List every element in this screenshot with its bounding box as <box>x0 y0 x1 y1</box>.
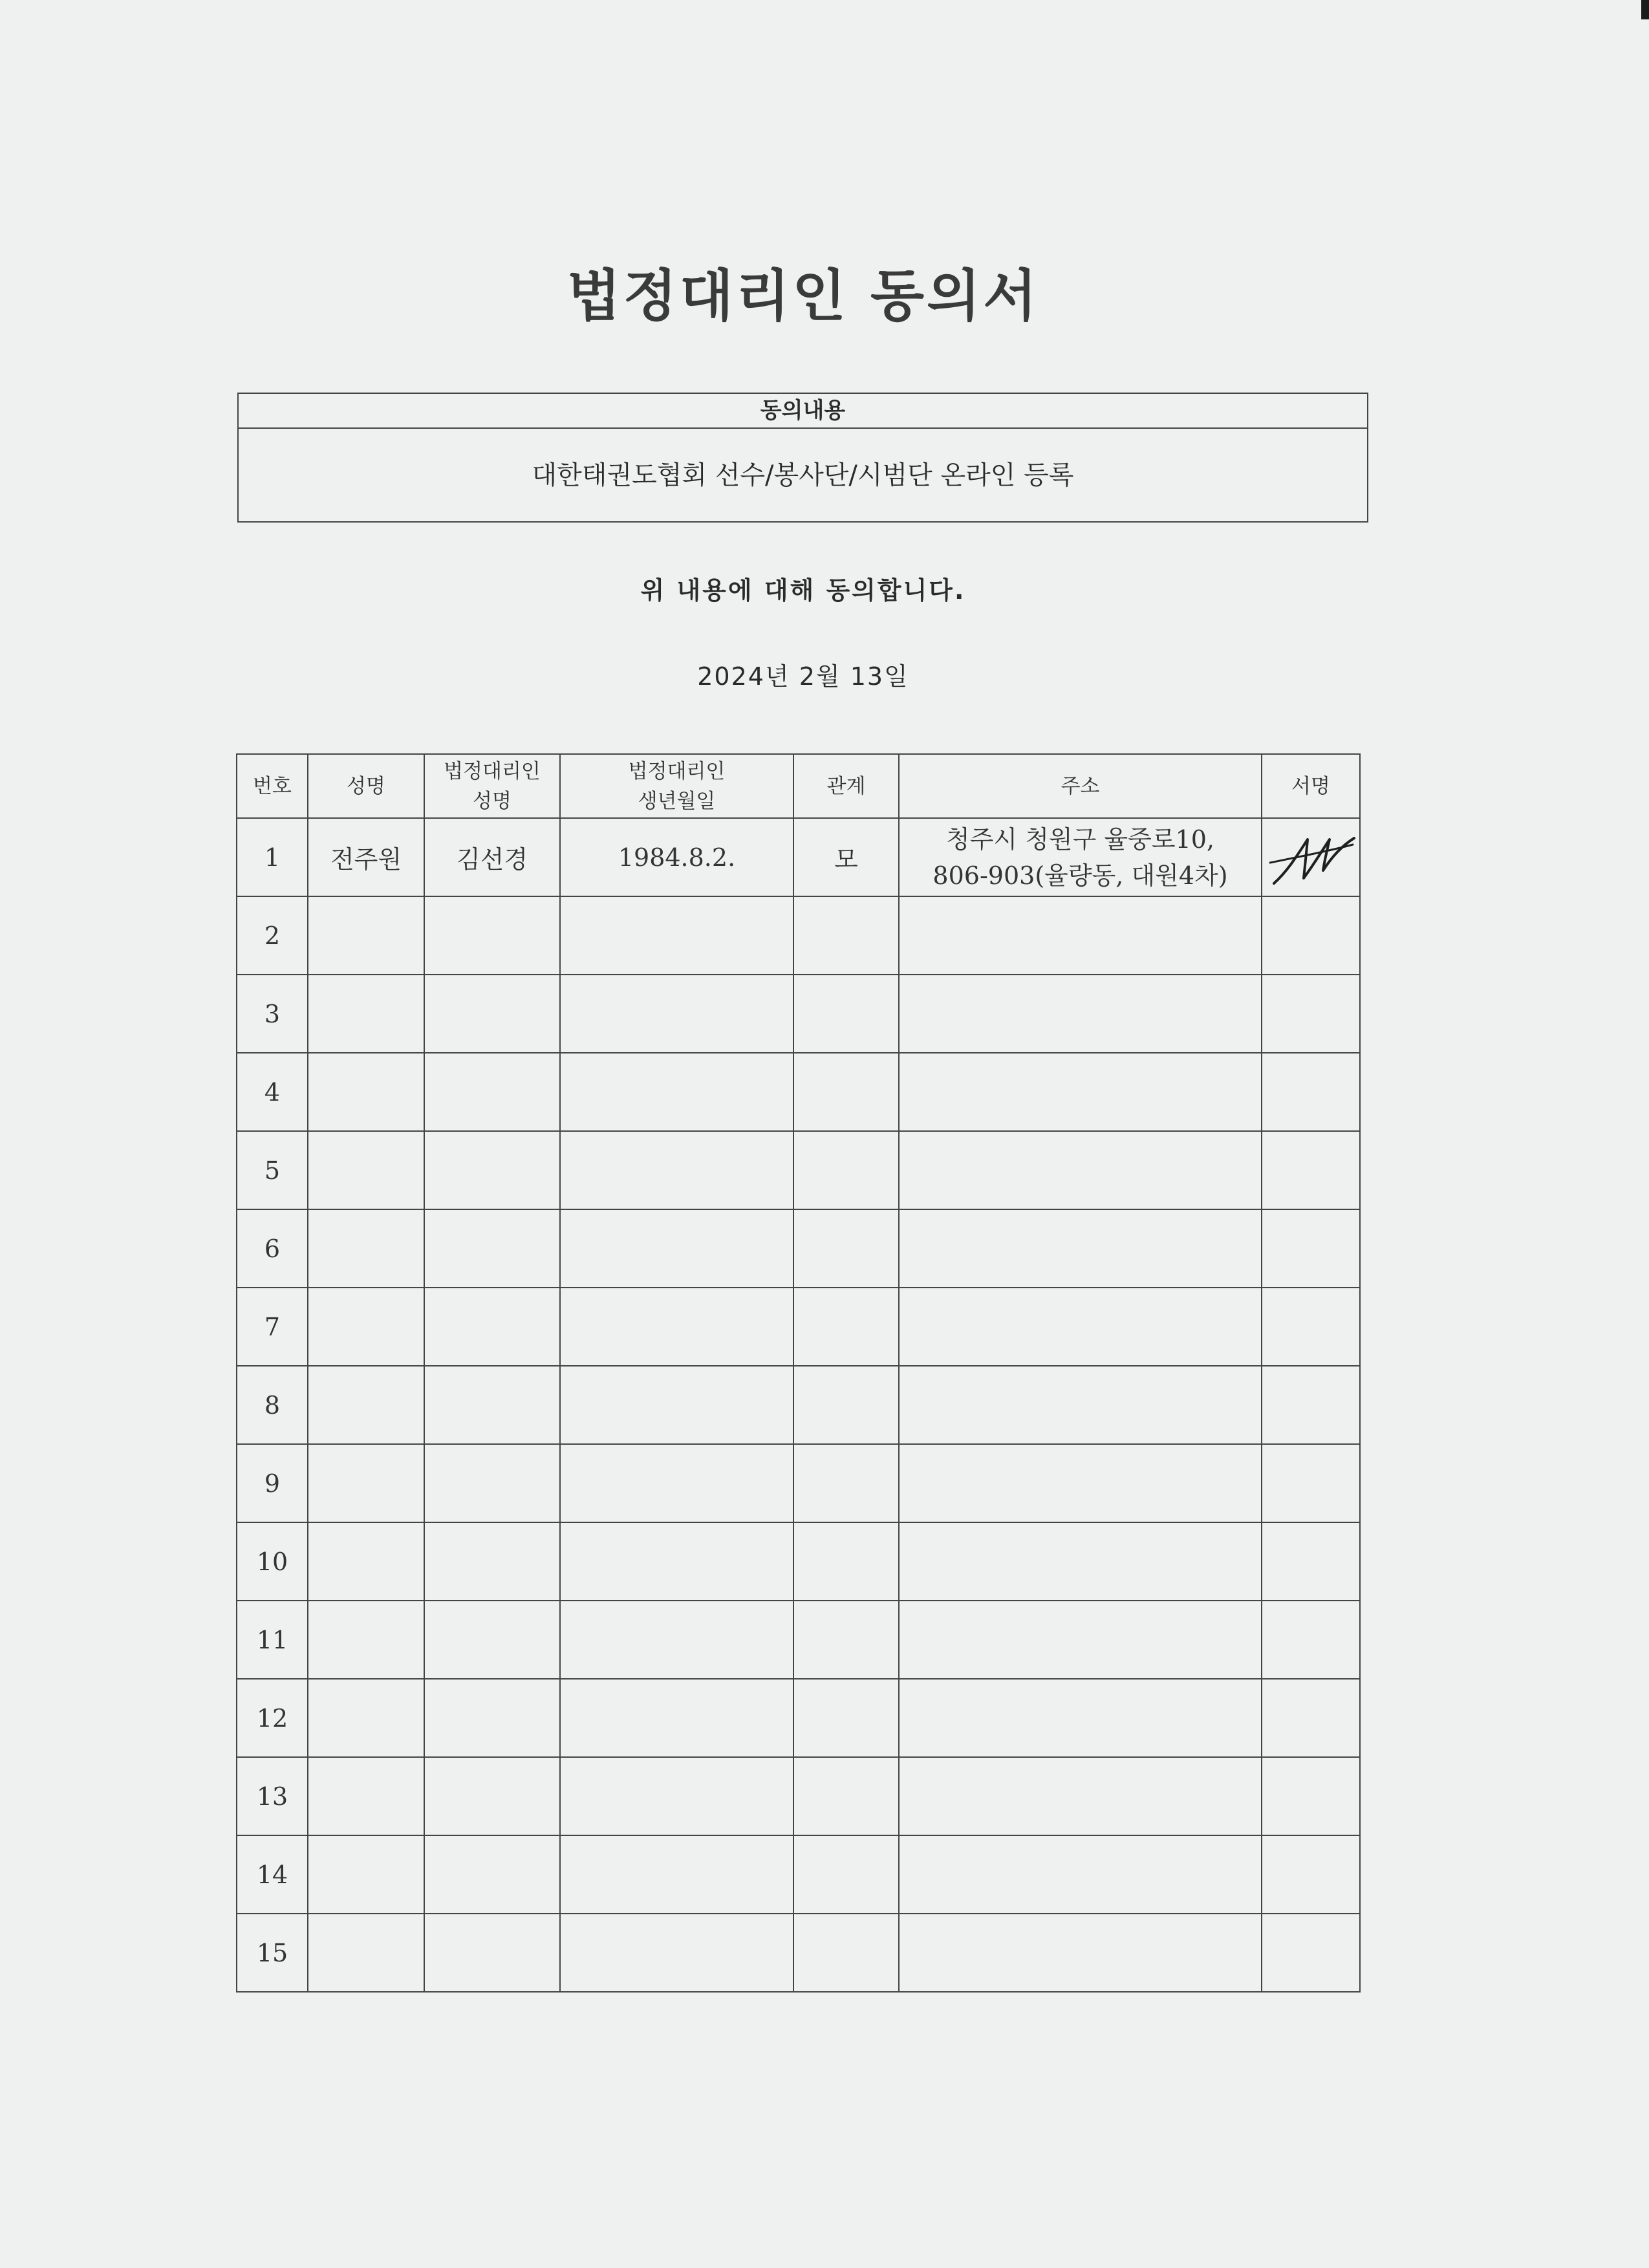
table-row <box>237 1053 1360 1131</box>
header-guardian-birth <box>560 754 793 818</box>
empty-cell <box>1262 1288 1360 1366</box>
empty-cell <box>560 1366 793 1444</box>
consent-header: 동의내용 <box>239 394 1367 429</box>
empty-cell <box>1262 1757 1360 1835</box>
signature-cell <box>1262 818 1360 896</box>
empty-cell <box>424 1444 560 1522</box>
header-no: 번호 <box>237 754 308 818</box>
table-row <box>237 1914 1360 1992</box>
empty-cell <box>899 1366 1262 1444</box>
row-number: 15 <box>237 1914 308 1992</box>
header-signature: 서명 <box>1262 754 1360 818</box>
empty-cell <box>424 1522 560 1601</box>
empty-cell <box>1262 975 1360 1053</box>
empty-cell <box>308 1522 424 1601</box>
empty-cell <box>560 1757 793 1835</box>
table-row <box>237 818 1360 896</box>
relation: 모 <box>793 818 899 896</box>
row-number: 4 <box>237 1053 308 1131</box>
document-date: 2024년 2월 13일 <box>697 662 909 691</box>
empty-cell <box>560 1131 793 1209</box>
empty-cell <box>793 896 899 975</box>
address <box>899 818 1262 896</box>
table-row <box>237 975 1360 1053</box>
empty-cell <box>793 1601 899 1679</box>
empty-cell <box>424 1366 560 1444</box>
empty-cell <box>308 896 424 975</box>
empty-cell <box>560 1288 793 1366</box>
header-guardian-name-line2: 성명 <box>473 789 512 813</box>
empty-cell <box>424 1131 560 1209</box>
header-name: 성명 <box>308 754 424 818</box>
table-row <box>237 1209 1360 1288</box>
guardian-table <box>236 753 1361 1993</box>
empty-cell <box>560 1444 793 1522</box>
consent-body: 대한태권도협회 선수/봉사단/시범단 온라인 등록 <box>532 460 1074 490</box>
empty-cell <box>793 1053 899 1131</box>
empty-cell <box>899 1757 1262 1835</box>
empty-cell <box>899 1522 1262 1601</box>
header-guardian-birth-line2: 생년월일 <box>638 789 716 813</box>
empty-cell <box>1262 1444 1360 1522</box>
empty-cell <box>793 975 899 1053</box>
agree-statement: 위 내용에 대해 동의합니다. <box>640 576 966 605</box>
empty-cell <box>1262 1366 1360 1444</box>
row-number: 14 <box>237 1835 308 1914</box>
table-row <box>237 1679 1360 1757</box>
empty-cell <box>308 1053 424 1131</box>
empty-cell <box>308 1288 424 1366</box>
empty-cell <box>560 1914 793 1992</box>
empty-cell <box>1262 1914 1360 1992</box>
row-number: 2 <box>237 896 308 975</box>
row-number: 12 <box>237 1679 308 1757</box>
empty-cell <box>560 1522 793 1601</box>
empty-cell <box>308 975 424 1053</box>
header-guardian-name-line1: 법정대리인 <box>444 759 541 783</box>
empty-cell <box>1262 1131 1360 1209</box>
empty-cell <box>308 1601 424 1679</box>
empty-cell <box>899 1288 1262 1366</box>
empty-cell <box>1262 1601 1360 1679</box>
empty-cell <box>899 1209 1262 1288</box>
row-number: 11 <box>237 1601 308 1679</box>
empty-cell <box>424 896 560 975</box>
row-number: 6 <box>237 1209 308 1288</box>
table-row <box>237 1444 1360 1522</box>
table-row <box>237 1757 1360 1835</box>
empty-cell <box>1262 1522 1360 1601</box>
empty-cell <box>899 896 1262 975</box>
empty-cell <box>1262 1679 1360 1757</box>
empty-cell <box>899 1601 1262 1679</box>
signature-image <box>1262 825 1359 890</box>
table-row <box>237 1366 1360 1444</box>
row-number: 1 <box>237 818 308 896</box>
empty-cell <box>793 1131 899 1209</box>
empty-cell <box>793 1288 899 1366</box>
empty-cell <box>793 1914 899 1992</box>
empty-cell <box>899 1835 1262 1914</box>
empty-cell <box>793 1522 899 1601</box>
address-line1: 청주시 청원구 율중로10, <box>946 825 1214 854</box>
empty-cell <box>793 1366 899 1444</box>
row-number: 3 <box>237 975 308 1053</box>
empty-cell <box>899 1914 1262 1992</box>
empty-cell <box>560 896 793 975</box>
table-row <box>237 1288 1360 1366</box>
scan-edge-mark <box>1641 0 1649 19</box>
empty-cell <box>308 1835 424 1914</box>
empty-cell <box>793 1444 899 1522</box>
empty-cell <box>793 1209 899 1288</box>
guardian-birthdate: 1984.8.2. <box>560 818 793 896</box>
table-row <box>237 1522 1360 1601</box>
row-number: 9 <box>237 1444 308 1522</box>
address-line2: 806-903(율량동, 대원4차) <box>932 861 1228 890</box>
empty-cell <box>560 1679 793 1757</box>
empty-cell <box>793 1757 899 1835</box>
empty-cell <box>424 1601 560 1679</box>
empty-cell <box>560 975 793 1053</box>
empty-cell <box>1262 896 1360 975</box>
empty-cell <box>424 1757 560 1835</box>
empty-cell <box>899 1444 1262 1522</box>
table-row <box>237 896 1360 975</box>
empty-cell <box>1262 1053 1360 1131</box>
table-header-row <box>237 754 1360 818</box>
row-number: 10 <box>237 1522 308 1601</box>
empty-cell <box>899 1679 1262 1757</box>
empty-cell <box>793 1835 899 1914</box>
empty-cell <box>560 1601 793 1679</box>
empty-cell <box>308 1209 424 1288</box>
empty-cell <box>560 1835 793 1914</box>
empty-cell <box>424 1288 560 1366</box>
empty-cell <box>424 1914 560 1992</box>
empty-cell <box>424 975 560 1053</box>
consent-box <box>237 393 1368 523</box>
empty-cell <box>560 1053 793 1131</box>
header-relation: 관계 <box>793 754 899 818</box>
guardian-name: 김선경 <box>424 818 560 896</box>
empty-cell <box>424 1835 560 1914</box>
table-row <box>237 1131 1360 1209</box>
student-name: 전주원 <box>308 818 424 896</box>
header-guardian-name <box>424 754 560 818</box>
document-title: 법정대리인 동의서 <box>566 264 1040 329</box>
empty-cell <box>899 975 1262 1053</box>
row-number: 13 <box>237 1757 308 1835</box>
row-number: 8 <box>237 1366 308 1444</box>
empty-cell <box>560 1209 793 1288</box>
empty-cell <box>308 1914 424 1992</box>
empty-cell <box>899 1053 1262 1131</box>
empty-cell <box>424 1679 560 1757</box>
empty-cell <box>1262 1835 1360 1914</box>
table-row <box>237 1835 1360 1914</box>
header-address: 주소 <box>899 754 1262 818</box>
empty-cell <box>424 1053 560 1131</box>
empty-cell <box>308 1131 424 1209</box>
empty-cell <box>308 1366 424 1444</box>
header-guardian-birth-line1: 법정대리인 <box>628 759 726 783</box>
empty-cell <box>899 1131 1262 1209</box>
table-row <box>237 1601 1360 1679</box>
row-number: 7 <box>237 1288 308 1366</box>
empty-cell <box>308 1679 424 1757</box>
empty-cell <box>1262 1209 1360 1288</box>
empty-cell <box>793 1679 899 1757</box>
empty-cell <box>308 1444 424 1522</box>
row-number: 5 <box>237 1131 308 1209</box>
empty-cell <box>424 1209 560 1288</box>
empty-cell <box>308 1757 424 1835</box>
